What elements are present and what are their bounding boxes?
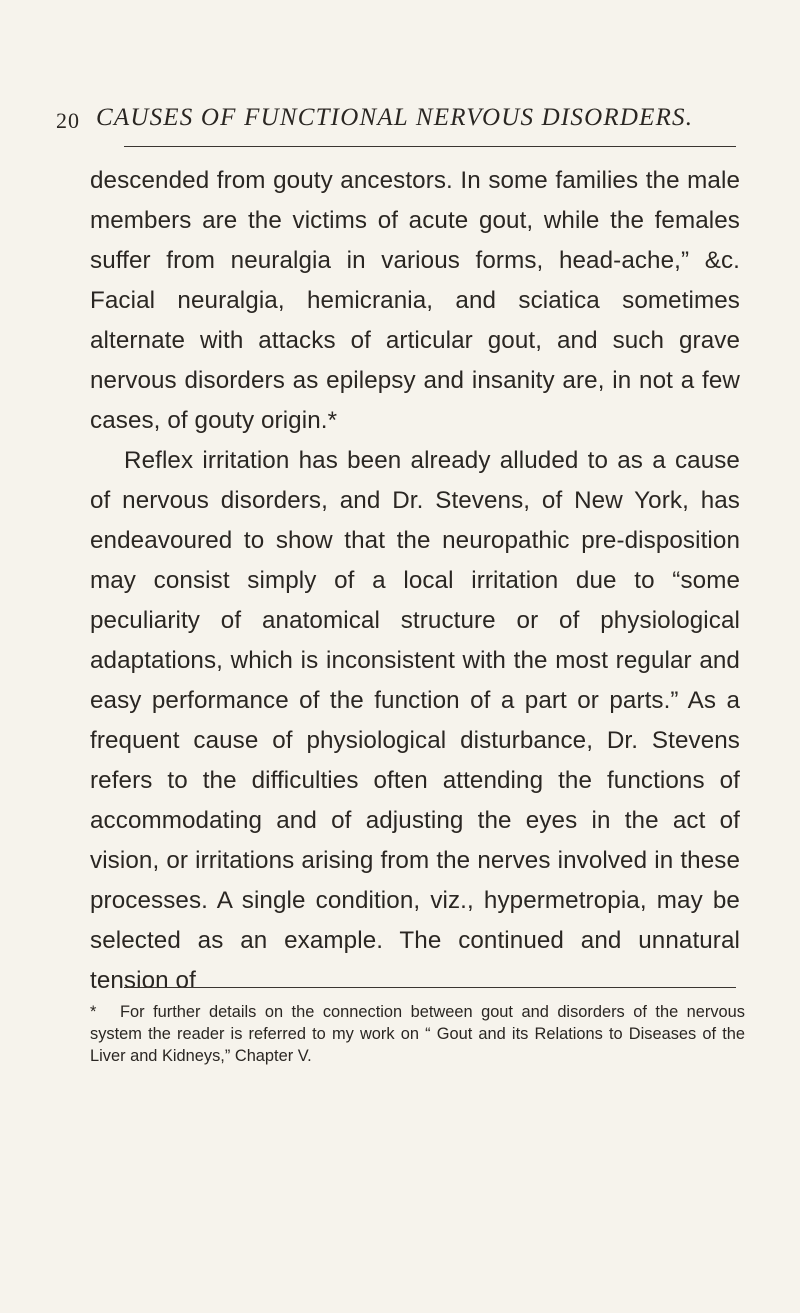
body-text <box>90 161 740 1001</box>
running-head <box>56 104 756 144</box>
footnote-rule <box>124 987 736 988</box>
paragraph: descended from gouty ancestors. In some families the male members are the victims of acute gout, while the females suffer from neuralgia in various forms, head-ache,” &c. Facial neuralgia, hemicrania, and sciatica sometimes alternate with attacks of articular gout, and such grave nervous disorders as epilepsy and insanity are, in not a few cases, of gouty origin.* <box>90 167 740 434</box>
paragraph: Reflex irritation has been already alluded to as a cause of nervous disorders, and Dr. Stevens, of New York, has endeavoured to show that the neuropathic pre-disposition may consist simply of a local irritation due to “some peculiarity of anatomical structure or of physiological adaptations, which is inconsistent with the most regular and easy performance of the function of a part or parts.” As a frequent cause of physiological disturbance, Dr. Stevens refers to the difficulties often attending the functions of accommodating and of adjusting the eyes in the act of vision, or irritations arising from the nerves involved in these processes. A single condition, viz., hypermetropia, may be selected as an example. The continued and unnatural tension of <box>90 447 740 994</box>
header-rule <box>124 146 736 147</box>
running-title: CAUSES OF FUNCTIONAL NERVOUS DISORDERS. <box>96 104 694 131</box>
footnote-marker: * <box>90 1003 97 1021</box>
footnote-text: For further details on the connection between gout and disorders of the nervous system the reader is referred to my work on “ Gout and its Relations to Diseases of the Liver and Kidneys,” Chapter V. <box>90 1003 745 1065</box>
footnote <box>90 1001 745 1067</box>
page-number: 20 <box>56 108 80 133</box>
